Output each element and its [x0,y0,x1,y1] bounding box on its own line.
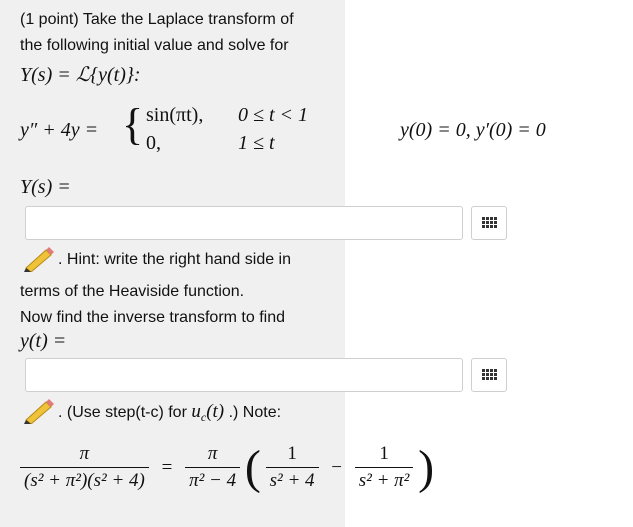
note-coef-num: π [207,443,218,464]
piece-1-expr: sin(πt), [146,104,204,126]
Ys-answer-input[interactable] [25,206,463,240]
yt-equation-palette-button[interactable] [471,358,507,392]
piece-1-cond: 0 ≤ t < 1 [238,104,309,126]
note-term-2-fraction [355,443,414,492]
note-lhs-den: (s² + π²)(s² + 4) [20,467,149,492]
note-coef-den: π² − 4 [185,467,240,492]
note-lhs-num: π [79,443,90,464]
Ys-equation-palette-button[interactable] [471,206,507,240]
note-term-2-num: 1 [379,443,389,464]
note-term-1-fraction [266,443,319,492]
hint-2-text-b: .) Note: [224,404,282,421]
intro-line-3: Y(s) = ℒ{y(t)}: [20,64,141,86]
note-minus: − [331,456,342,478]
pencil-icon[interactable] [22,398,54,424]
yt-answer-input[interactable] [25,358,463,392]
piece-2-cond: 1 ≤ t [238,132,275,154]
hint-1-line-2: terms of the Heaviside function. [20,283,245,300]
piece-2-expr: 0, [146,132,161,154]
inverse-prompt: Now find the inverse transform to find [20,309,286,326]
grid-icon [472,207,506,239]
hint-2 [58,402,281,427]
note-term-2-den: s² + π² [355,467,414,492]
note-right-paren: ) [418,441,435,494]
note-eq: = [161,456,173,478]
note-term-1-num: 1 [287,443,297,464]
hint-2-math: u [191,401,201,422]
ode-lhs: y″ + 4y = [20,119,99,141]
piecewise-brace: { [122,100,144,149]
yt-label: y(t) = [20,330,67,352]
note-left-paren: ( [244,441,261,494]
note-equation [20,440,434,495]
hint-2-text-a: . (Use step(t-c) for [58,404,192,421]
note-coef-fraction [185,443,240,492]
note-term-1-den: s² + 4 [266,467,319,492]
note-lhs-fraction [20,443,149,492]
initial-conditions: y(0) = 0, y′(0) = 0 [400,119,546,141]
pencil-icon[interactable] [22,246,54,272]
hint-1-line-1: . Hint: write the right hand side in [58,251,292,268]
intro-line-1: (1 point) Take the Laplace transform of [20,11,294,28]
intro-line-2: the following initial value and solve for [20,37,289,54]
hint-2-math-b: (t) [206,401,225,422]
hint-2-sub: c [200,410,207,425]
grid-icon [472,359,506,391]
Ys-label: Y(s) = [20,176,71,198]
